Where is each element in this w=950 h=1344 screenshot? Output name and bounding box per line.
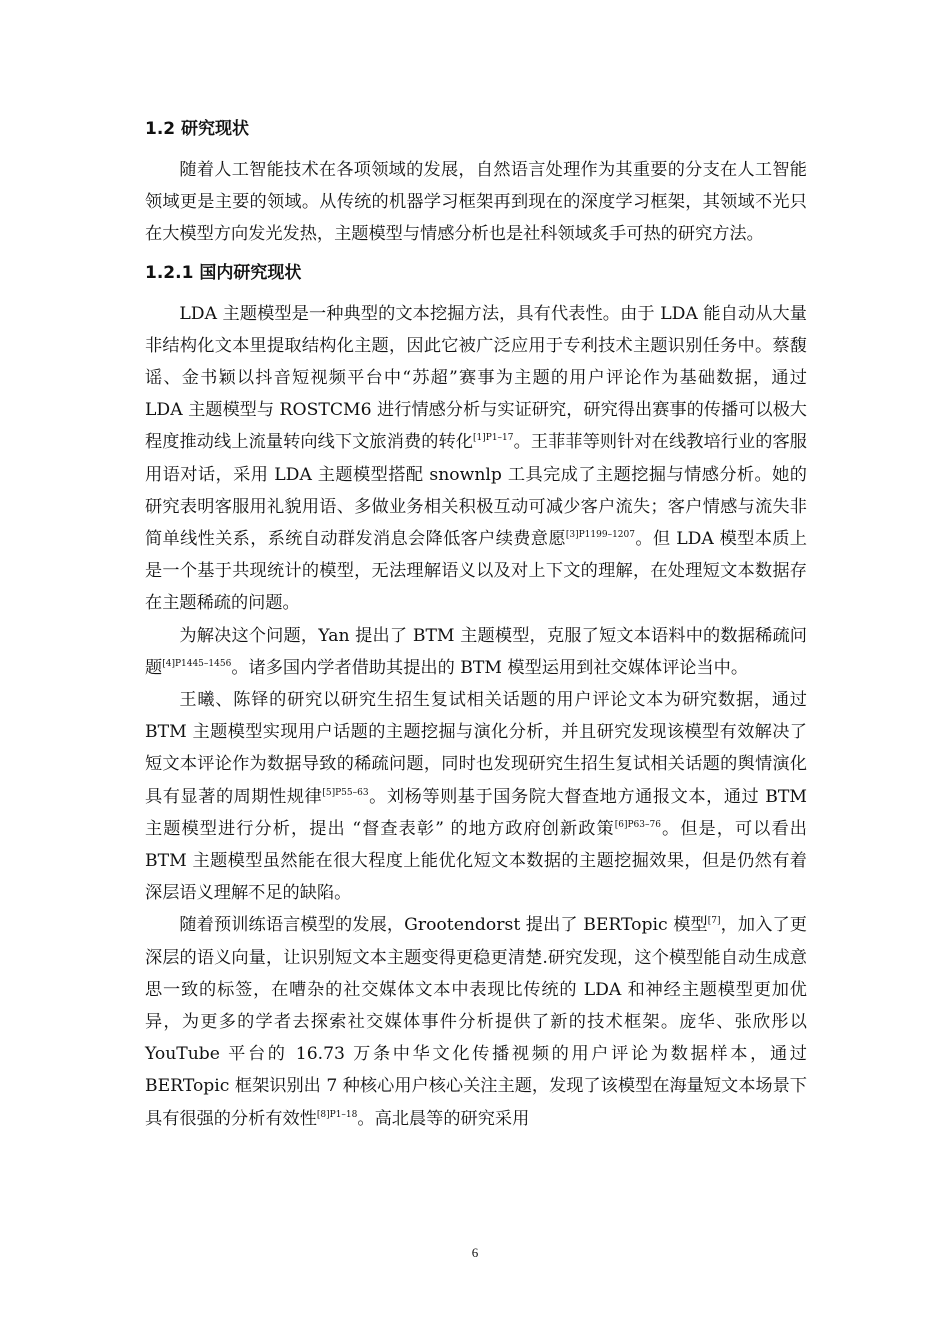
paragraph-text: 。但 LDA 模型本质上是一个基于共现统计的模型，无法理解语义以及对上下文的理解，在处理短文本数据存在主题稀疏的问题。: [145, 529, 807, 614]
paragraph-text: ，加入了更深层的语义向量，让识别短文本主题变得更稳更清楚.研究发现，这个模型能自动生成意思一致的标签，在嘈杂的社交媒体文本中表现比传统的 LDA 和神经主题模型更加优异，为更多的学者去探索社交媒体事件分析提供了新的技术框架。庞华、张欣彤以 YouTube 平台的 16.73 万条中华文化传播视频的用户评论为数据样本，通过 BERTopic 框架识别出 7 种核心用户核心关注主题，发现了该模型在海量短文本场景下具有很强的分析有效性: [145, 915, 807, 1129]
paragraph-text: 。但是，可以看出 BTM 主题模型虽然能在很大程度上能优化短文本数据的主题挖掘效果，但是仍然有着深层语义理解不足的缺陷。: [145, 818, 807, 904]
paragraph-text: 。王菲菲等则针对在线教培行业的客服用语对话，采用 LDA 主题模型搭配 snownlp 工具完成了主题挖掘与情感分析。她的研究表明客服用礼貌用语、多做业务相关积极互动可减少客户流失；客户情感与流失非简单线性关系，系统自动群发消息会降低客户续费意愿: [145, 432, 807, 550]
citation-5: [5]P55–63: [322, 787, 369, 798]
citation-1: [1]P1–17: [473, 433, 514, 444]
page-body: [145, 112, 807, 1135]
paragraph-text: 王曦、陈铎的研究以研究生招生复试相关话题的用户评论文本为研究数据，通过 BTM 主题模型实现用户话题的主题挖掘与演化分析，并且研究发现该模型有效解决了短文本评论作为数据导致的稀疏问题，同时也发现研究生招生复试相关话题的舆情演化具有显著的周期性规律: [145, 690, 807, 807]
citation-4: [4]P1445–1456: [162, 658, 232, 669]
paragraph-text: LDA 主题模型是一种典型的文本挖掘方法，具有代表性。由于 LDA 能自动从大量非结构化文本里提取结构化主题，因此它被广泛应用于专利技术主题识别任务中。蔡馥谣、金书颖以抖音短视频平台中“苏超”赛事为主题的用户评论作为基础数据，通过 LDA 主题模型与 ROSTCM6 进行情感分析与实证研究，研究得出赛事的传播可以极大程度推动线上流量转向线下文旅消费的转化: [145, 303, 807, 453]
citation-8: [8]P1–18: [316, 1109, 358, 1120]
paragraph-intro: 随着人工智能技术在各项领域的发展，自然语言处理作为其重要的分支在人工智能领域更是主要的领域。从传统的机器学习框架再到现在的深度学习框架，其领域不光只在大模型方向发光发热，主题模型与情感分析也是社科领域炙手可热的研究方法。: [145, 160, 807, 245]
paragraph-lda: [145, 298, 807, 620]
section-heading-1-2: 1.2 研究现状: [145, 119, 250, 139]
page-number: 6: [471, 1245, 479, 1260]
paragraph-btm-studies: [145, 684, 807, 909]
paragraph-text: 。高北晨等的研究采用: [357, 1108, 530, 1129]
paragraph-bertopic: [145, 909, 807, 1134]
paragraph-text: 。刘杨等则基于国务院大督查地方通报文本，通过 BTM 主题模型进行分析，提出 “督查表彰” 的地方政府创新政策: [145, 786, 807, 839]
paragraph-text: 随着预训练语言模型的发展，Grootendorst 提出了 BERTopic 模型: [179, 915, 708, 936]
citation-3: [3]P1199–1207: [565, 530, 635, 541]
citation-7: [7]: [707, 916, 721, 927]
paragraph-text: 。诸多国内学者借助其提出的 BTM 模型运用到社交媒体评论当中。: [231, 657, 749, 678]
citation-6: [6]P63–76: [614, 819, 661, 830]
paragraph-text: 为解决这个问题，Yan 提出了 BTM 主题模型，克服了短文本语料中的数据稀疏问题: [145, 625, 807, 678]
paragraph-btm-intro: [145, 620, 807, 684]
section-heading-1-2-1: 1.2.1 国内研究现状: [145, 262, 302, 283]
